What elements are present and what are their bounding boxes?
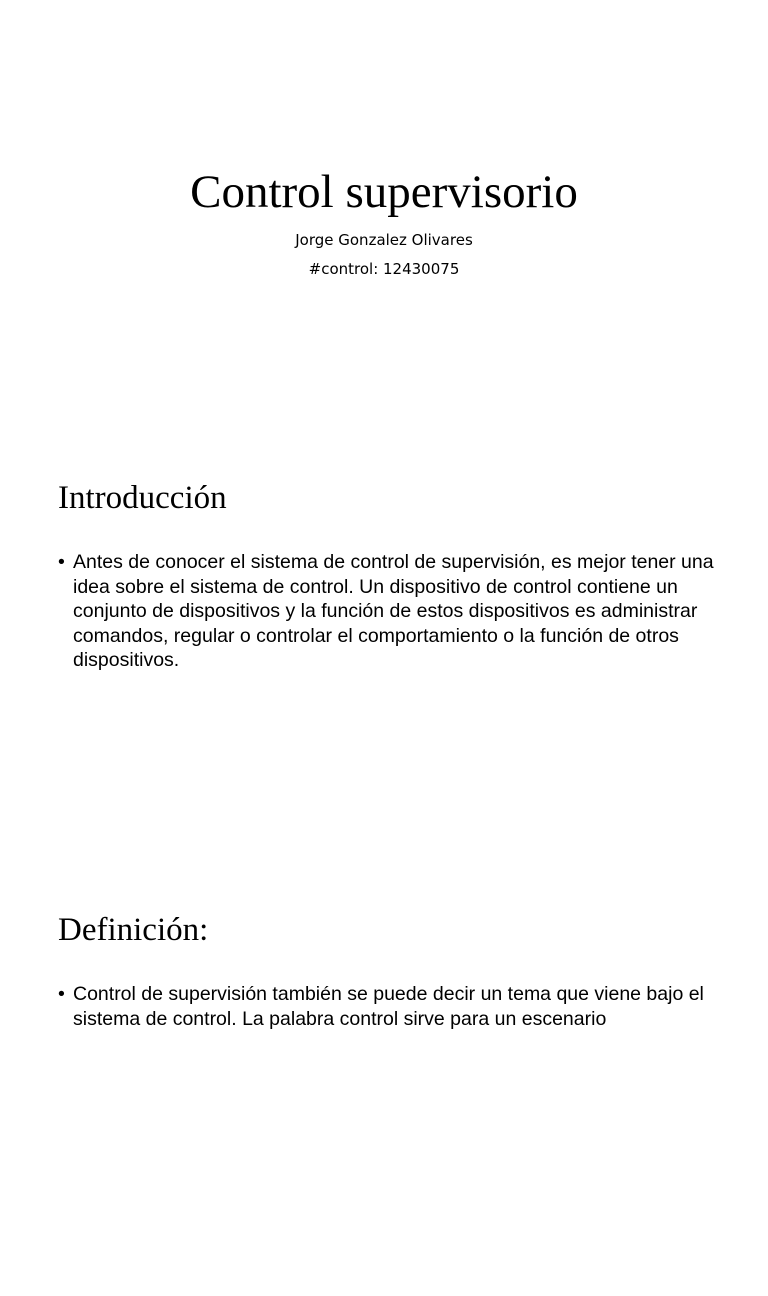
- bullet-text: Control de supervisión también se puede decir un tema que viene bajo el sistema de control. La palabra control sirve para un escenario: [73, 983, 704, 1030]
- introduction-bullet-list: [58, 550, 718, 673]
- definition-slide: [0, 864, 768, 1296]
- bullet-marker: •: [58, 551, 65, 573]
- author-name: Jorge Gonzalez Olivares: [295, 231, 473, 249]
- title-slide: [0, 0, 768, 432]
- introduction-slide: [0, 432, 768, 864]
- bullet-text: Antes de conocer el sistema de control de supervisión, es mejor tener una idea sobre el sistema de control. Un dispositivo de control contiene un conjunto de dispositivos y la función de estos dispositivos es administrar comandos, regular o controlar el comportamiento o la función de otros dispositivos.: [73, 551, 714, 671]
- presentation-title: Control supervisorio: [190, 166, 578, 218]
- bullet-item: [58, 550, 718, 673]
- bullet-marker: •: [58, 983, 65, 1005]
- definition-heading: Definición:: [58, 912, 209, 948]
- control-number: #control: 12430075: [308, 260, 460, 278]
- introduction-heading: Introducción: [58, 480, 227, 516]
